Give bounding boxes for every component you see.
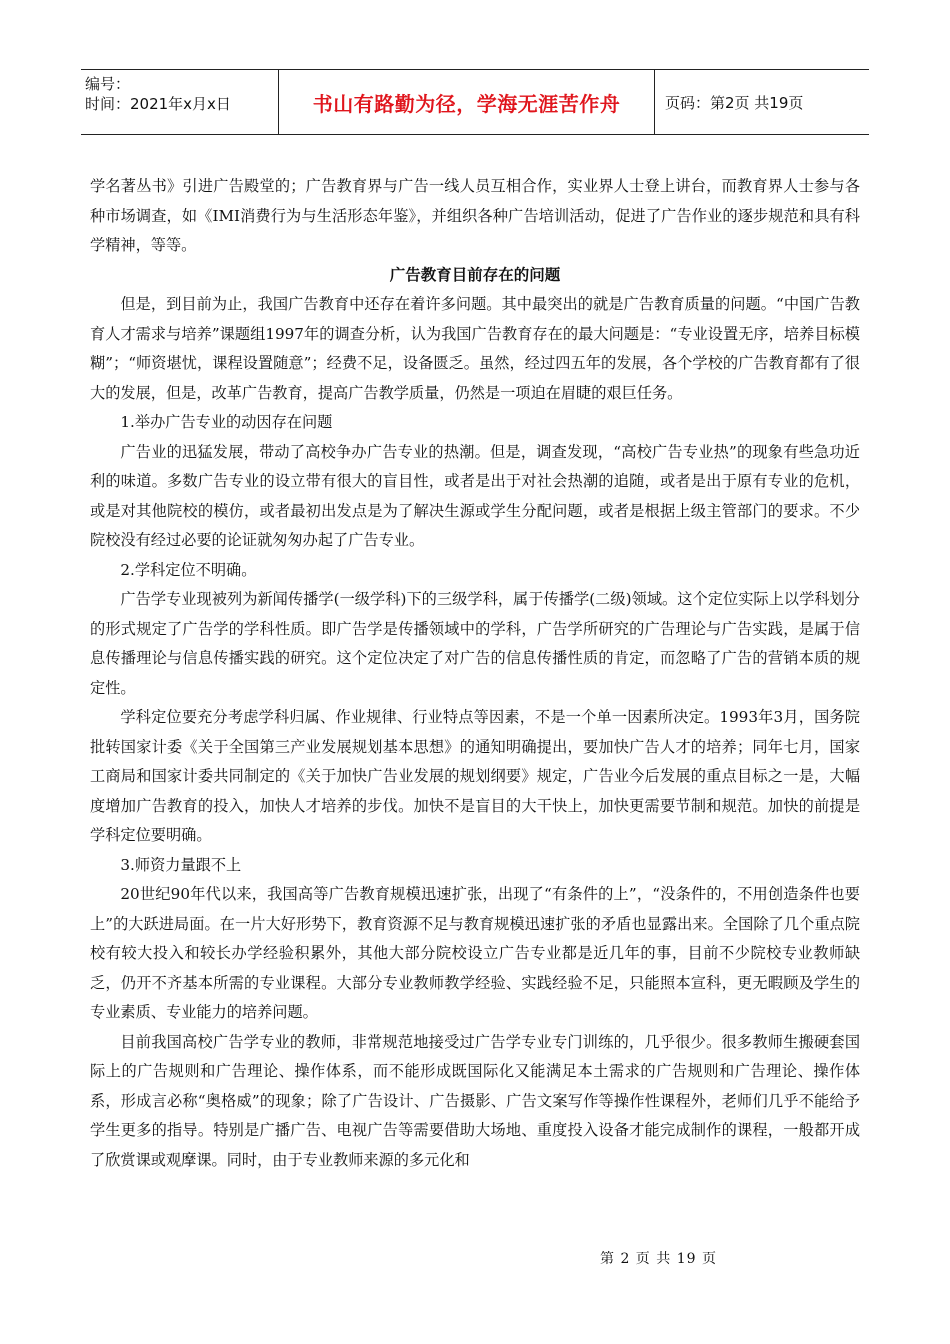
subheading-1: 1.举办广告专业的动因存在问题 bbox=[120, 413, 333, 431]
section-title: 广告教育目前存在的问题 bbox=[389, 265, 561, 284]
paragraph-discipline: 广告学专业现被列为新闻传播学(一级学科)下的三级学科，属于传播学(二级)领域。这个定位实际上以学科划分的形式规定了广告学的学科性质。即广告学是传播领域中的学科，广告学所研究的广告理论与广告实践，是属于信息传播理论与信息传播实践的研究。这个定位决定了对广告的信息传播性质的肯定，而忽略了广告的营销本质的规定性。 bbox=[90, 590, 860, 697]
header-motto: 书山有路勤为径，学海无涯苦作舟 bbox=[312, 91, 621, 116]
header-motto-cell bbox=[279, 70, 655, 134]
page-footer: 第 2 页 共 19 页 bbox=[600, 1251, 717, 1267]
paragraph-faculty-training: 目前我国高校广告学专业的教师，非常规范地接受过广告学专业专门训练的，几乎很少。很多教师生搬硬套国际上的广告规则和广告理论、操作体系，而不能形成既国际化又能满足本土需求的广告规则和广告理论、操作体系，形成言必称“奥格威”的现象；除了广告设计、广告摄影、广告文案写作等操作性课程外，老师们几乎不能给予学生更多的指导。特别是广播广告、电视广告等需要借助大场地、重度投入设备才能完成制作的课程，一般都开成了欣赏课或观摩课。同时，由于专业教师来源的多元化和 bbox=[90, 1032, 860, 1169]
paragraph-motivation: 广告业的迅猛发展，带动了高校争办广告专业的热潮。但是，调查发现，“高校广告专业热”的现象有些急功近利的味道。多数广告专业的设立带有很大的盲目性，或者是出于对社会热潮的追随，或者是出于原有专业的危机，或是对其他院校的模仿，或者最初出发点是为了解决生源或学生分配问题，或者是根据上级主管部门的要求。不少院校没有经过必要的论证就匆匆办起了广告专业。 bbox=[90, 442, 860, 549]
paragraph-positioning: 学科定位要充分考虑学科归属、作业规律、行业特点等因素，不是一个单一因素所决定。1993年3月，国务院批转国家计委《关于全国第三产业发展规划基本思想》的通知明确提出，要加快广告人才的培养；同年七月，国家工商局和国家计委共同制定的《关于加快广告业发展的规划纲要》规定，广告业今后发展的重点目标之一是，大幅度增加广告教育的投入，加快人才培养的步伐。加快不是盲目的大干快上，加快更需要节制和规范。加快的前提是学科定位要明确。 bbox=[90, 708, 860, 844]
page-header bbox=[81, 69, 869, 135]
paragraph-faculty-expansion: 20世纪90年代以来，我国高等广告教育规模迅速扩张，出现了“有条件的上”，“没条件的，不用创造条件也要上”的大跃进局面。在一片大好形势下，教育资源不足与教育规模迅速扩张的矛盾也显露出来。全国除了几个重点院校有较大投入和较长办学经验积累外，其他大部分院校设立广告专业都是近几年的事，目前不少院校专业教师缺乏，仍开不齐基本所需的专业课程。大部分专业教师教学经验、实践经验不足，只能照本宣科，更无暇顾及学生的专业素质、专业能力的培养问题。 bbox=[90, 885, 860, 1021]
document-time-label: 时间：2021年x月x日 bbox=[85, 95, 231, 113]
document-number-label: 编号： bbox=[85, 75, 131, 93]
paragraph-intro: 但是，到目前为止，我国广告教育中还存在着许多问题。其中最突出的就是广告教育质量的问题。“中国广告教育人才需求与培养”课题组1997年的调查分析，认为我国广告教育存在的最大问题是：“专业设置无序，培养目标模糊”；“师资堪忧，课程设置随意”；经费不足，设备匮乏。虽然，经过四五年的发展，各个学校的广告教育都有了很大的发展，但是，改革广告教育，提高广告教学质量，仍然是一项迫在眉睫的艰巨任务。 bbox=[90, 295, 860, 402]
document-body bbox=[90, 172, 860, 1175]
subheading-3: 3.师资力量跟不上 bbox=[120, 855, 242, 874]
paragraph-continuation: 学名著丛书》引进广告殿堂的；广告教育界与广告一线人员互相合作，实业界人士登上讲台，而教育界人士参与各种市场调查，如《IMI消费行为与生活形态年鉴》，并组织各种广告培训活动，促进了广告作业的逐步规范和具有科学精神，等等。 bbox=[90, 177, 860, 254]
header-page-info: 页码：第2页 共19页 bbox=[665, 93, 804, 112]
header-page-cell bbox=[655, 70, 869, 134]
header-meta-cell bbox=[81, 70, 279, 134]
subheading-2: 2.学科定位不明确。 bbox=[120, 560, 257, 579]
